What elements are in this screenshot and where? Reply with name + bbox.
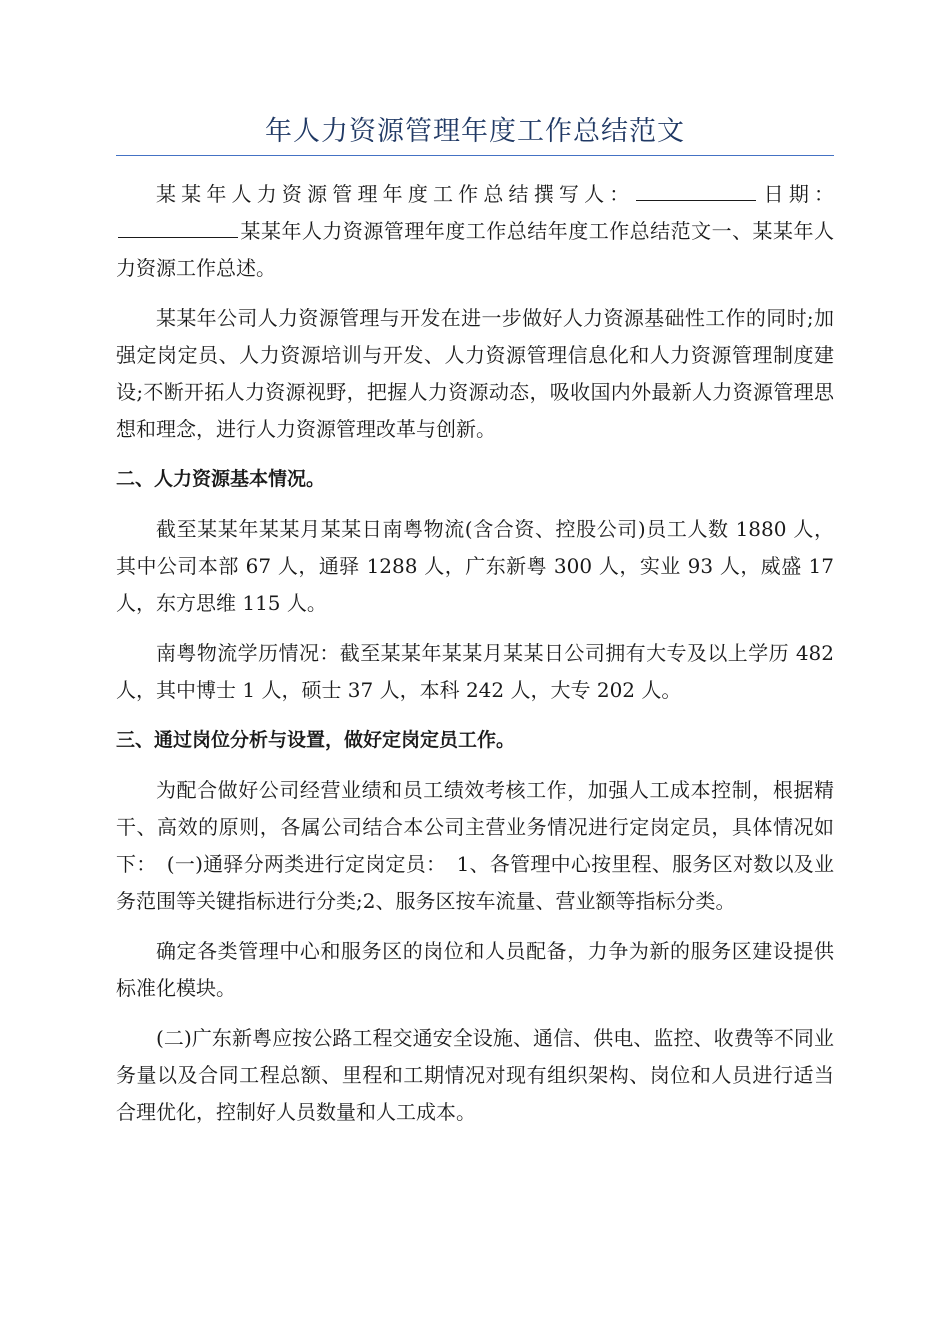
intro-rest: 某某年人力资源管理年度工作总结年度工作总结范文一、某某年人力资源工作总述。 bbox=[116, 219, 834, 280]
date-label: 日期： bbox=[758, 182, 835, 206]
section-heading-3: 三、通过岗位分析与设置，做好定岗定员工作。 bbox=[116, 729, 516, 751]
section2-paragraph-1: 截至某某年某某月某某日南粤物流(含合资、控股公司)员工人数 1880 人，其中公司本部 67 人，通驿 1288 人，广东新粤 300 人，实业 93 人，威盛 17 人，东方思维 115 人。 bbox=[116, 517, 834, 615]
author-blank bbox=[636, 178, 756, 201]
overview-paragraph: 某某年公司人力资源管理与开发在进一步做好人力资源基础性工作的同时;加强定岗定员、人力资源培训与开发、人力资源管理信息化和人力资源管理制度建设;不断开拓人力资源视野，把握人力资源动态，吸收国内外最新人力资源管理思想和理念，进行人力资源管理改革与创新。 bbox=[116, 306, 834, 441]
date-blank bbox=[118, 215, 238, 238]
intro-paragraph bbox=[116, 176, 834, 287]
author-label: 某某年人力资源管理年度工作总结撰写人： bbox=[156, 182, 635, 206]
section3-paragraph-2: 确定各类管理中心和服务区的岗位和人员配备，力争为新的服务区建设提供标准化模块。 bbox=[116, 939, 834, 1000]
section3-paragraph-1: 为配合做好公司经营业绩和员工绩效考核工作，加强人工成本控制，根据精干、高效的原则，各属公司结合本公司主营业务情况进行定岗定员，具体情况如下： (一)通驿分两类进行定岗定员： 1、各管理中心按里程、服务区对数以及业务范围等关键指标进行分类;2、服务区按车流量、营业额等指标分类。 bbox=[116, 778, 834, 913]
section3-paragraph-3: (二)广东新粤应按公路工程交通安全设施、通信、供电、监控、收费等不同业务量以及合同工程总额、里程和工期情况对现有组织架构、岗位和人员进行适当合理优化，控制好人员数量和人工成本。 bbox=[116, 1026, 834, 1124]
section2-paragraph-2: 南粤物流学历情况：截至某某年某某月某某日公司拥有大专及以上学历 482 人，其中博士 1 人，硕士 37 人，本科 242 人，大专 202 人。 bbox=[116, 641, 834, 702]
title-divider bbox=[116, 155, 834, 156]
document-body bbox=[116, 176, 834, 1144]
document-title: 年人力资源管理年度工作总结范文 bbox=[265, 116, 685, 147]
section-heading-2: 二、人力资源基本情况。 bbox=[116, 468, 326, 490]
